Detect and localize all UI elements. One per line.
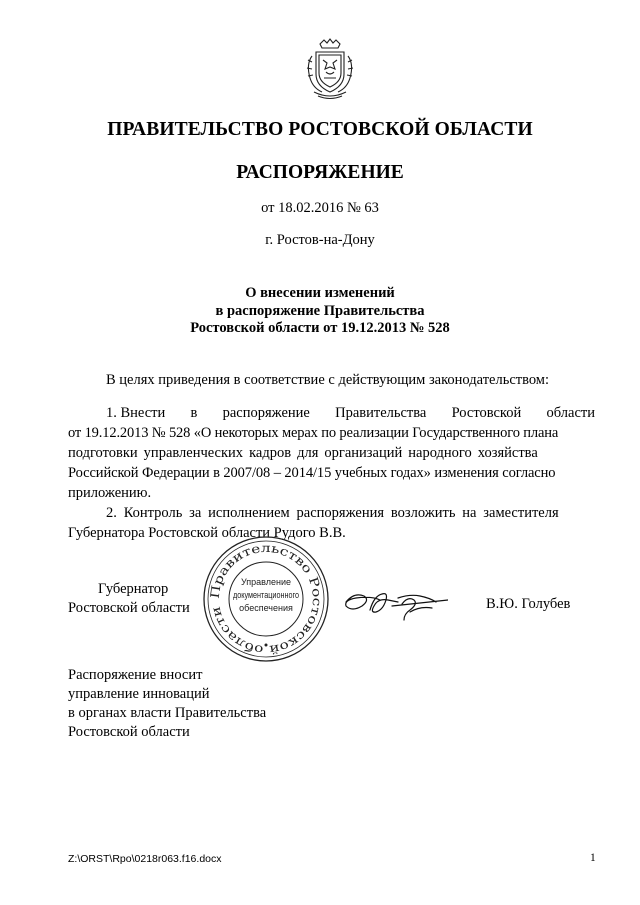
footer-file-path: Z:\ORST\Rpo\0218r063.f16.docx (68, 853, 222, 865)
item2-last-line: Губернатора Ростовской области Рудого В.В. (68, 525, 346, 541)
government-name: ПРАВИТЕЛЬСТВО РОСТОВСКОЙ ОБЛАСТИ (107, 119, 533, 140)
document-subject (0, 285, 640, 338)
item1-word: распоряжение (222, 405, 310, 421)
document-city: г. Ростов-на-Дону (265, 232, 375, 248)
item1-word: Ростовской (451, 405, 522, 421)
document-body (68, 370, 595, 543)
intro-paragraph: В целях приведения в соответствие с действующим законодательством: (106, 372, 550, 388)
item1-word: 1. Внести (106, 405, 166, 421)
item1-word: в (190, 405, 198, 421)
signer-role-line: Губернатор (98, 581, 169, 597)
item1-word: области (546, 405, 595, 421)
signer-name: В.Ю. Голубев (486, 596, 571, 612)
document-type: РАСПОРЯЖЕНИЕ (236, 162, 404, 183)
note-line: в органах власти Правительства (68, 705, 267, 721)
signer-role (68, 580, 190, 618)
stamp-ring-text: Правительство Ростовской области (207, 540, 325, 658)
subject-line: О внесении изменений (245, 285, 395, 301)
submitter-note (68, 666, 266, 742)
rostov-oblast-coat-of-arms-icon (298, 38, 362, 102)
stamp-inner-line: документационного (233, 590, 299, 600)
official-stamp (200, 533, 332, 665)
subject-line: Ростовской области от 19.12.2013 № 528 (190, 320, 450, 336)
note-line: Ростовской области (68, 724, 190, 740)
signer-role-line: Ростовской области (68, 600, 190, 616)
handwritten-signature (340, 582, 448, 622)
item2-line: 2. Контроль за исполнением распоряжения возложить на заместителя (106, 505, 559, 521)
item1-word: Правительства (335, 405, 427, 421)
item1-line: подготовки управленческих кадров для организаций народного хозяйства (68, 445, 538, 461)
note-line: управление инноваций (68, 686, 210, 702)
item1-last-line: приложению. (68, 485, 152, 501)
item1-first-line (68, 403, 595, 423)
stamp-dot (265, 644, 268, 647)
stamp-inner-line: обеспечения (239, 603, 293, 613)
document-date-number: от 18.02.2016 № 63 (261, 200, 379, 216)
note-line: Распоряжение вносит (68, 667, 203, 683)
subject-line: в распоряжение Правительства (215, 302, 425, 319)
page-number: 1 (590, 852, 596, 864)
item1-line: Российской Федерации в 2007/08 – 2014/15 учебных годах» изменения согласно (68, 465, 556, 481)
stamp-inner-line: Управление (240, 577, 292, 587)
item1-line: от 19.12.2013 № 528 «О некоторых мерах по реализации Государственного плана (68, 425, 559, 441)
